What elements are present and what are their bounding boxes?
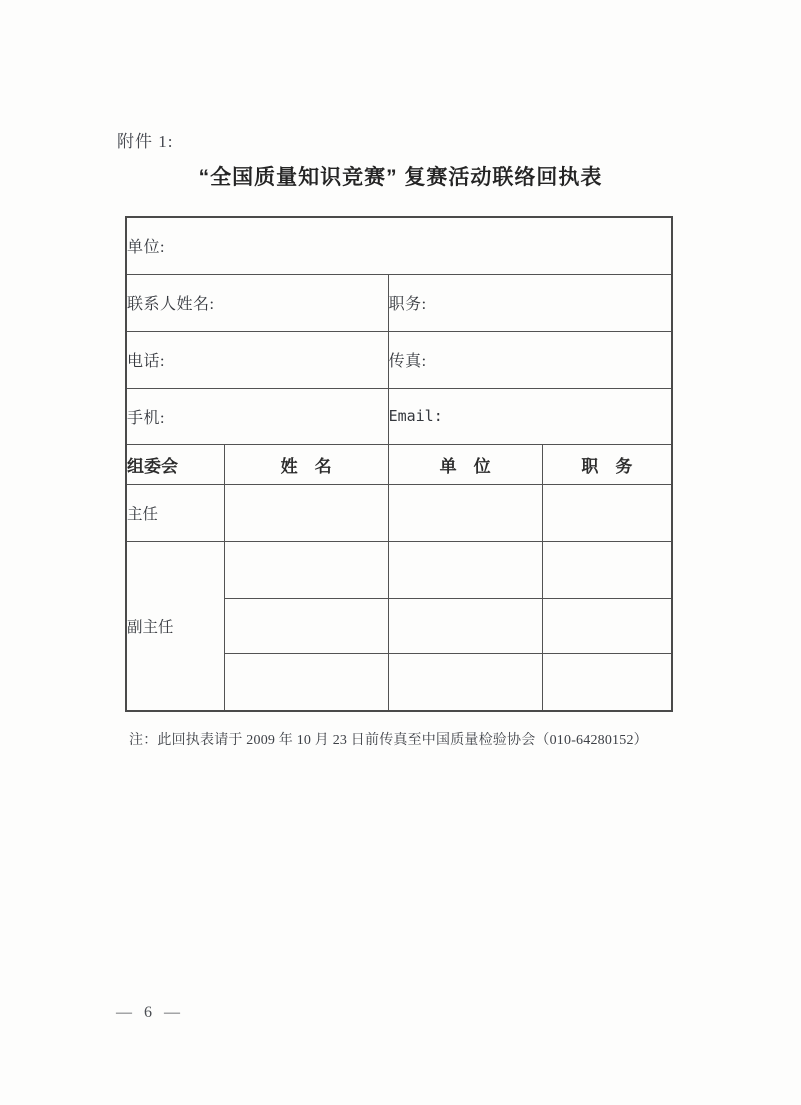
deputy1-unit-cell — [388, 541, 542, 598]
position-field: 职务: — [388, 274, 672, 331]
email-field: Email: — [388, 388, 672, 444]
deputy2-position-cell — [542, 598, 672, 653]
fax-field: 传真: — [388, 331, 672, 388]
director-label-cell: 主任 — [126, 484, 224, 541]
committee-header-cell: 组委会 — [126, 444, 224, 484]
committee-header-row — [126, 444, 672, 484]
deputy3-position-cell — [542, 653, 672, 711]
name-header-cell: 姓 名 — [224, 444, 388, 484]
deputy1-position-cell — [542, 541, 672, 598]
deputy3-name-cell — [224, 653, 388, 711]
unit-row — [126, 217, 672, 274]
deputy-row-1 — [126, 541, 672, 598]
unit-field: 单位: — [126, 217, 672, 274]
director-row — [126, 484, 672, 541]
contact-row — [126, 274, 672, 331]
director-position-cell — [542, 484, 672, 541]
page-title: “全国质量知识竞赛” 复赛活动联络回执表 — [198, 166, 603, 189]
unit-header-cell: 单 位 — [388, 444, 542, 484]
phone-field: 电话: — [126, 331, 388, 388]
deputy3-unit-cell — [388, 653, 542, 711]
page-number: — 6 — — [116, 1004, 180, 1021]
reply-form-table — [125, 216, 673, 712]
contact-name-field: 联系人姓名: — [126, 274, 388, 331]
deputy-director-label-cell: 副主任 — [126, 541, 224, 711]
director-unit-cell — [388, 484, 542, 541]
phone-row — [126, 331, 672, 388]
fax-note: 注：此回执表请于 2009 年 10 月 23 日前传真至中国质量检验协会（010-64280152） — [129, 733, 648, 748]
deputy2-name-cell — [224, 598, 388, 653]
mobile-field: 手机: — [126, 388, 388, 444]
deputy2-unit-cell — [388, 598, 542, 653]
deputy1-name-cell — [224, 541, 388, 598]
director-name-cell — [224, 484, 388, 541]
mobile-row — [126, 388, 672, 444]
attachment-label: 附件 1: — [117, 132, 174, 151]
position-header-cell: 职 务 — [542, 444, 672, 484]
